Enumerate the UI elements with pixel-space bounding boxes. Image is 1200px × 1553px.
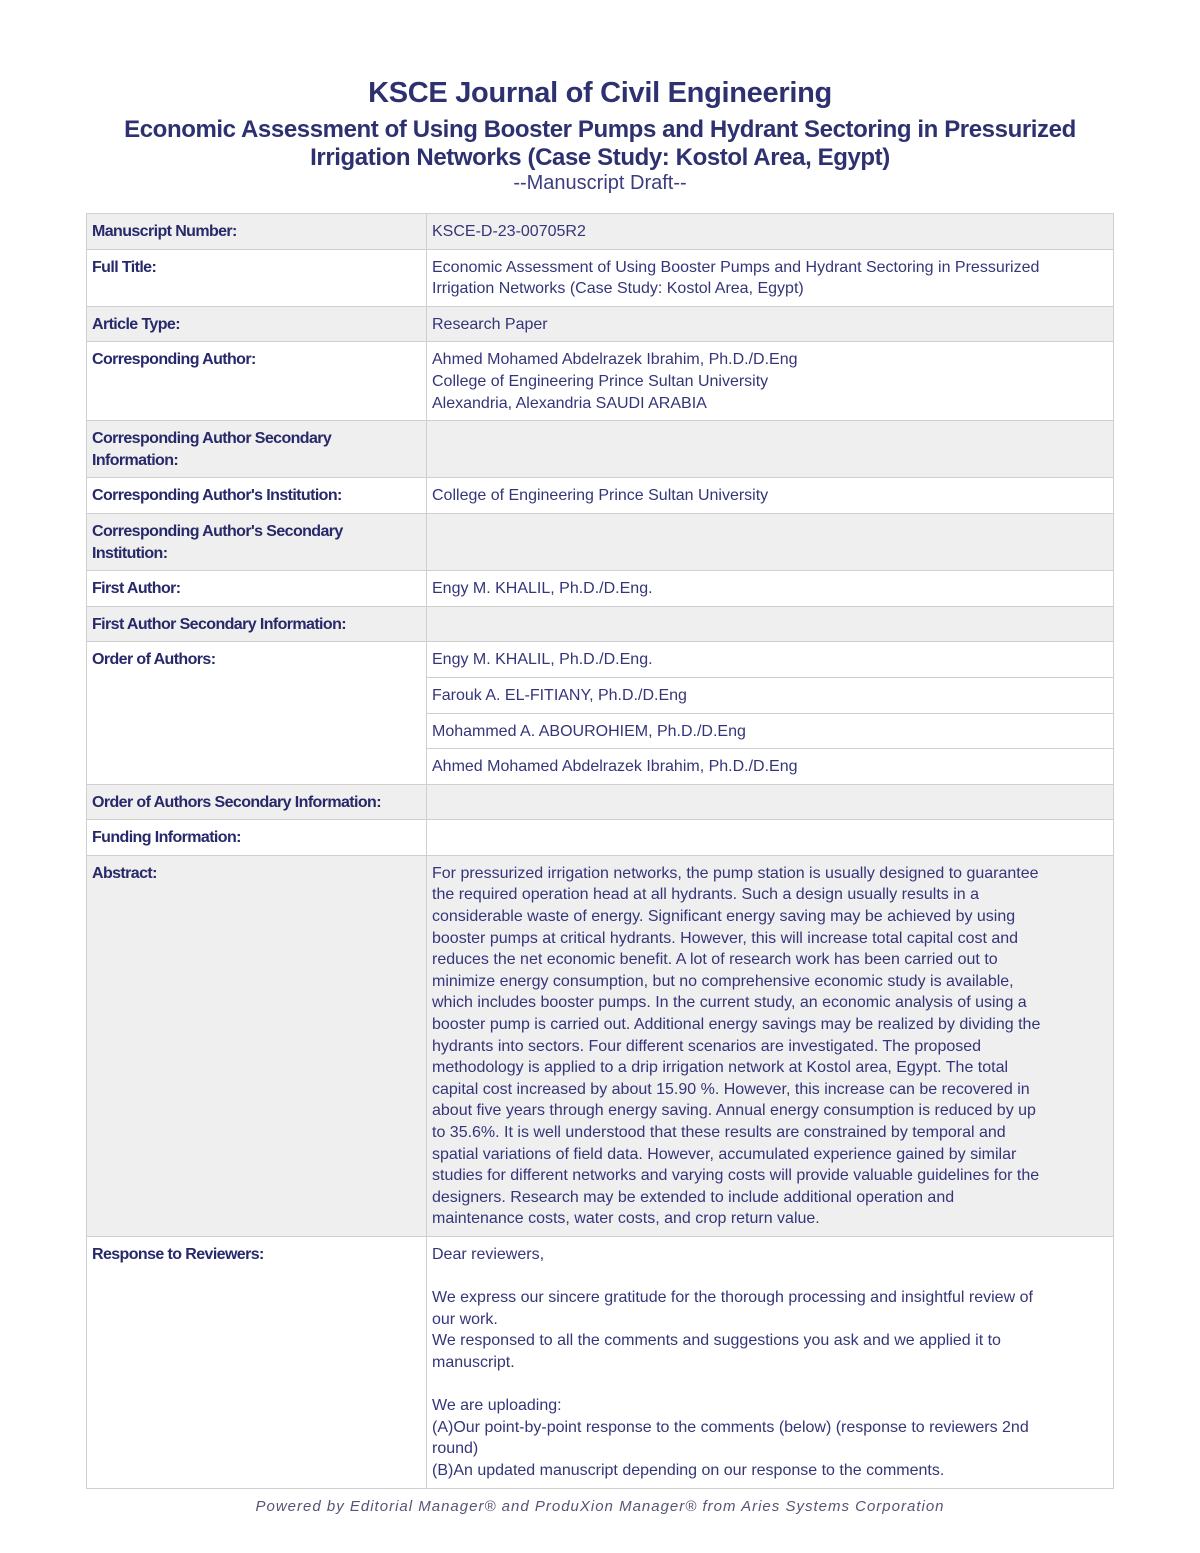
row-first-author bbox=[87, 571, 1114, 607]
field-label: Funding Information: bbox=[87, 820, 427, 856]
abstract-line: reduces the net economic benefit. A lot of research work has been carried out to bbox=[432, 951, 998, 969]
label-line: Information: bbox=[92, 451, 179, 469]
field-label: Corresponding Author: bbox=[87, 342, 427, 421]
field-label: First Author: bbox=[87, 571, 427, 607]
abstract-text bbox=[427, 855, 1114, 1236]
value-line: Alexandria, Alexandria SAUDI ARABIA bbox=[432, 394, 707, 412]
field-label: Response to Reviewers: bbox=[87, 1236, 427, 1488]
label-line: Institution: bbox=[92, 544, 168, 562]
field-value bbox=[427, 820, 1114, 856]
row-manuscript-number bbox=[87, 214, 1114, 250]
row-order-secondary bbox=[87, 784, 1114, 820]
response-line: (A)Our point-by-point response to the comments (below) (response to reviewers 2nd bbox=[432, 1418, 1029, 1436]
row-order-of-authors bbox=[87, 642, 1114, 678]
field-label: Article Type: bbox=[87, 306, 427, 342]
value-line: Ahmed Mohamed Abdelrazek Ibrahim, Ph.D./D.Eng bbox=[432, 351, 798, 369]
abstract-line: booster pumps at critical hydrants. However, this will increase total capital cost and bbox=[432, 929, 1019, 947]
label-line: Corresponding Author's Secondary bbox=[92, 522, 343, 540]
response-line: manuscript. bbox=[432, 1353, 515, 1371]
field-value bbox=[427, 784, 1114, 820]
response-line: We are uploading: bbox=[432, 1397, 562, 1415]
abstract-line: considerable waste of energy. Significant energy saving may be achieved by using bbox=[432, 908, 1016, 926]
field-label bbox=[87, 513, 427, 570]
field-label bbox=[87, 421, 427, 478]
field-value bbox=[427, 342, 1114, 421]
manuscript-metadata-table bbox=[86, 213, 1114, 1489]
document-header bbox=[0, 76, 1200, 194]
row-first-author-secondary bbox=[87, 606, 1114, 642]
abstract-line: to 35.6%. It is well understood that these results are constrained by temporal and bbox=[432, 1124, 1006, 1141]
response-line: Dear reviewers, bbox=[432, 1245, 545, 1263]
response-line: round) bbox=[432, 1440, 479, 1458]
field-value: Engy M. KHALIL, Ph.D./D.Eng. bbox=[427, 571, 1114, 607]
row-corresponding-author bbox=[87, 342, 1114, 421]
abstract-line: hydrants into sectors. Four different scenarios are investigated. The proposed bbox=[432, 1037, 982, 1055]
value-line: Economic Assessment of Using Booster Pumps and Hydrant Sectoring in Pressurized bbox=[432, 258, 1040, 276]
blank-line bbox=[432, 1266, 1108, 1288]
author-entry: Engy M. KHALIL, Ph.D./D.Eng. bbox=[427, 642, 1114, 678]
field-value bbox=[427, 513, 1114, 570]
field-value bbox=[427, 249, 1114, 306]
response-line: We responsed to all the comments and suggestions you ask and we applied it to bbox=[432, 1332, 1001, 1350]
abstract-line: the required operation head at all hydrants. Such a design usually results in a bbox=[432, 886, 980, 904]
field-label: Manuscript Number: bbox=[87, 214, 427, 250]
abstract-line: minimize energy consumption, but no comprehensive economic study is available, bbox=[432, 972, 1014, 990]
abstract-line: spatial variations of field data. However, accumulated experience gained by similar bbox=[432, 1145, 1017, 1163]
powered-by-footer: Powered by Editorial Manager® and ProduXion Manager® from Aries Systems Corporation bbox=[255, 1498, 945, 1515]
abstract-line: designers. Research may be extended to include additional operation and bbox=[432, 1188, 955, 1206]
value-line: Irrigation Networks (Case Study: Kostol Area, Egypt) bbox=[432, 280, 804, 298]
author-entry: Farouk A. EL-FITIANY, Ph.D./D.Eng bbox=[427, 677, 1114, 713]
abstract-line: about five years through energy saving. Annual energy consumption is reduced by up bbox=[432, 1102, 1036, 1120]
title-line: Economic Assessment of Using Booster Pumps and Hydrant Sectoring in Pressurized bbox=[124, 116, 1076, 143]
response-line: (B)An updated manuscript depending on our response to the comments. bbox=[432, 1461, 945, 1479]
field-label: Order of Authors: bbox=[87, 642, 427, 784]
label-line: Corresponding Author Secondary bbox=[92, 430, 332, 448]
manuscript-title bbox=[0, 116, 1200, 172]
row-corresponding-secondary-institution bbox=[87, 513, 1114, 570]
response-text bbox=[427, 1236, 1114, 1488]
abstract-line: studies for different networks and varying costs will provide valuable guidelines for the bbox=[432, 1167, 1040, 1185]
row-article-type bbox=[87, 306, 1114, 342]
abstract-line: which includes booster pumps. In the current study, an economic analysis of using a bbox=[432, 994, 1027, 1012]
abstract-line: booster pump is carried out. Additional energy savings may be realized by dividing the bbox=[432, 1016, 1041, 1034]
row-corresponding-secondary bbox=[87, 421, 1114, 478]
row-full-title bbox=[87, 249, 1114, 306]
field-label: Corresponding Author's Institution: bbox=[87, 478, 427, 514]
response-line: our work. bbox=[432, 1310, 498, 1328]
row-corresponding-institution bbox=[87, 478, 1114, 514]
abstract-line: maintenance costs, water costs, and crop return value. bbox=[432, 1210, 820, 1228]
field-label: Abstract: bbox=[87, 855, 427, 1236]
blank-line bbox=[432, 1374, 1108, 1396]
draft-label: --Manuscript Draft-- bbox=[513, 172, 687, 194]
abstract-line: For pressurized irrigation networks, the pump station is usually designed to guarantee bbox=[432, 864, 1039, 882]
field-value bbox=[427, 421, 1114, 478]
row-response-to-reviewers bbox=[87, 1236, 1114, 1488]
row-funding bbox=[87, 820, 1114, 856]
field-value: KSCE-D-23-00705R2 bbox=[427, 214, 1114, 250]
field-label: First Author Secondary Information: bbox=[87, 606, 427, 642]
abstract-line: methodology is applied to a drip irrigation network at Kostol area, Egypt. The total bbox=[432, 1059, 1009, 1077]
field-value: Research Paper bbox=[427, 306, 1114, 342]
field-label: Order of Authors Secondary Information: bbox=[87, 784, 427, 820]
response-line: We express our sincere gratitude for the thorough processing and insightful review of bbox=[432, 1289, 1033, 1307]
author-entry: Ahmed Mohamed Abdelrazek Ibrahim, Ph.D./D.Eng bbox=[427, 749, 1114, 785]
field-value bbox=[427, 606, 1114, 642]
abstract-line: capital cost increased by about 15.90 %. However, this increase can be recovered in bbox=[432, 1080, 1030, 1098]
title-line: Irrigation Networks (Case Study: Kostol Area, Egypt) bbox=[310, 144, 890, 171]
field-value: College of Engineering Prince Sultan University bbox=[427, 478, 1114, 514]
value-line: College of Engineering Prince Sultan University bbox=[432, 372, 769, 390]
author-entry: Mohammed A. ABOUROHIEM, Ph.D./D.Eng bbox=[427, 713, 1114, 749]
field-label: Full Title: bbox=[87, 249, 427, 306]
journal-name: KSCE Journal of Civil Engineering bbox=[368, 77, 832, 109]
row-abstract bbox=[87, 855, 1114, 1236]
